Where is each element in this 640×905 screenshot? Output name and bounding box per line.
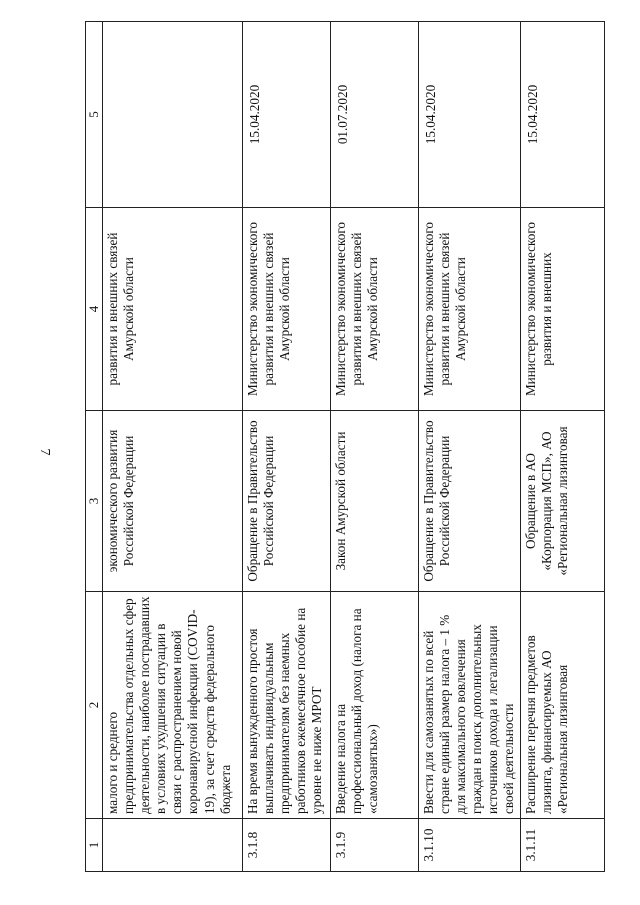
page-number: 7	[37, 448, 52, 456]
measure-cell: малого и среднего предпринимательства отдельных сфер деятельности, наиболее пострадавших в условиях ухудшения ситуации в связи с распространением новой коронавирусной инфекции (COVID-19), за счет средств федерального бюджета	[103, 592, 243, 819]
responsible-cell: Министерство экономического развития и внешних связей Амурской области	[243, 208, 331, 411]
mechanism-cell: Обращение в Правительство Российской Федерации	[243, 411, 331, 592]
measure-cell: Введение налога на профессиональный доход (налога на «самозанятых»)	[331, 592, 419, 819]
deadline-cell: 15.04.2020	[419, 22, 521, 208]
mechanism-cell: Обращение в АО «Корпорация МСП», АО «Региональная лизинговая	[520, 411, 604, 592]
header-cell: 1	[86, 819, 103, 872]
responsible-cell: Министерство экономического развития и внешних	[520, 208, 604, 411]
deadline-cell: 15.04.2020	[520, 22, 604, 208]
deadline-cell: 15.04.2020	[243, 22, 331, 208]
mechanism-cell: экономического развития Российской Федерации	[103, 411, 243, 592]
mechanism-cell: Закон Амурской области	[331, 411, 419, 592]
row-number-cell: 3.1.9	[331, 819, 419, 872]
header-cell: 5	[86, 22, 103, 208]
header-cell: 2	[86, 592, 103, 819]
mechanism-cell: Обращение в Правительство Российской Федерации	[419, 411, 521, 592]
table-header-row	[86, 22, 103, 872]
responsible-cell: Министерство экономического развития и внешних связей Амурской области	[419, 208, 521, 411]
measure-cell: Расширение перечня предметов лизинга, финансируемых АО «Региональная лизинговая	[520, 592, 604, 819]
row-number-cell: 3.1.10	[419, 819, 521, 872]
header-cell: 3	[86, 411, 103, 592]
responsible-cell: Министерство экономического развития и внешних связей Амурской области	[331, 208, 419, 411]
measure-cell: На время вынужденного простоя выплачивать индивидуальным предпринимателям без наемных работников ежемесячное пособие на уровне не ниже МРОТ	[243, 592, 331, 819]
row-number-cell: 3.1.11	[520, 819, 604, 872]
deadline-cell	[103, 22, 243, 208]
deadline-cell: 01.07.2020	[331, 22, 419, 208]
table-row	[419, 22, 521, 872]
table-row	[243, 22, 331, 872]
table-row	[331, 22, 419, 872]
row-number-cell: 3.1.8	[243, 819, 331, 872]
rotated-table-container	[85, 22, 605, 872]
responsible-cell: развития и внешних связей Амурской области	[103, 208, 243, 411]
table-row	[520, 22, 604, 872]
header-cell: 4	[86, 208, 103, 411]
table-row	[103, 22, 243, 872]
measures-table	[85, 21, 605, 872]
row-number-cell	[103, 819, 243, 872]
measure-cell: Ввести для самозанятых по всей стране единый размер налога – 1 % для максимального вовлечения граждан в поиск дополнительных источников дохода и легализации своей деятельности	[419, 592, 521, 819]
